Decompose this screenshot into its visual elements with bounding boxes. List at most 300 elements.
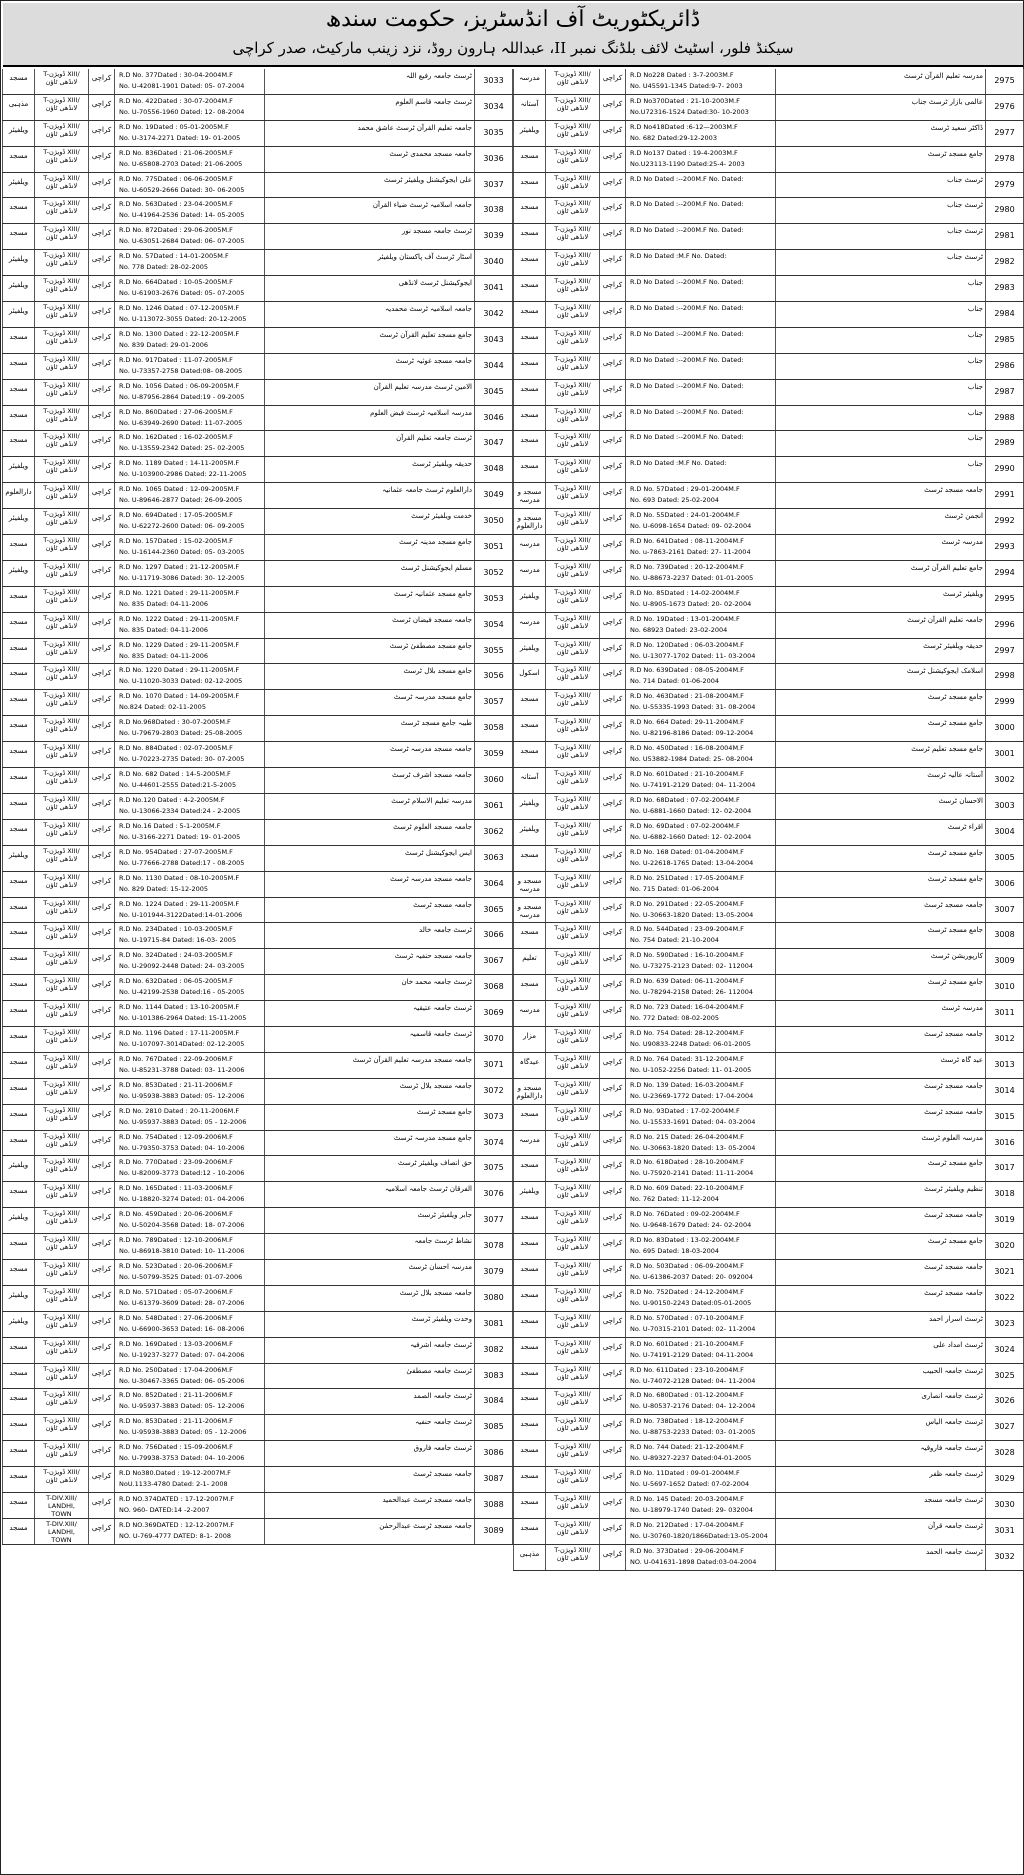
table-row <box>513 1364 1024 1390</box>
row-registration <box>625 1545 775 1570</box>
row-town: T-ڈویژن XIII/ لانڈھی ٹاؤن <box>34 1156 88 1181</box>
row-town: T-ڈویژن XIII/ لانڈھی ٹاؤن <box>545 1389 599 1414</box>
registration-serial: No. U-61903-2676 Dated: 05- 07-2005 <box>119 289 245 298</box>
row-registration <box>114 587 264 612</box>
row-type: ویلفیئر <box>2 1312 34 1337</box>
row-town: T-ڈویژن XIII/ لانڈھی ٹاؤن <box>545 664 599 689</box>
row-town: T-ڈویژن XIII/ لانڈھی ٹاؤن <box>545 898 599 923</box>
row-type: مسجد <box>2 224 34 249</box>
row-serial-number: 3036 <box>474 147 513 172</box>
row-name: ٹرسٹ جناب <box>775 198 985 223</box>
row-type: مدرسہ <box>513 1001 545 1026</box>
row-city: کراچی <box>88 276 114 301</box>
registration-number: R.D No. 590Dated : 16-10-2004M.F <box>630 951 744 960</box>
registration-serial: No. U-11719-3086 Dated: 30- 12-2005 <box>119 573 245 582</box>
registration-number: R.D No. 168 Dated: 01-04-2004M.F <box>630 847 744 856</box>
row-city: کراچی <box>599 1182 625 1207</box>
row-registration <box>625 1364 775 1389</box>
registration-number: R.D No. 1297 Dated : 21-12-2005M.F <box>119 562 240 571</box>
row-town: T-ڈویژن XIII/ لانڈھی ٹاؤن <box>34 250 88 275</box>
registration-serial: No. U-6882-1660 Dated: 12- 02-2004 <box>630 832 752 841</box>
table-row <box>2 406 513 432</box>
row-registration <box>114 639 264 664</box>
registration-number: R.D No. 884Dated : 02-07-2005M.F <box>119 744 233 753</box>
table-row <box>513 328 1024 354</box>
table-row <box>2 535 513 561</box>
registration-serial: No. U-107097-3014Dated: 02-12-2005 <box>119 1039 245 1048</box>
row-serial-number: 3076 <box>474 1182 513 1207</box>
table-row <box>2 690 513 716</box>
table-row <box>513 1079 1024 1105</box>
registration-number: R.D No. 853Dated : 21-11-2006M.F <box>119 1080 233 1089</box>
row-city: کراچی <box>599 1001 625 1026</box>
registration-serial: No. U-95937-3883 Dated: 05 - 12-2006 <box>119 1117 247 1126</box>
registration-number: R.D No. 85Dated : 14-02-2004M.F <box>630 588 740 597</box>
row-city: کراچی <box>599 535 625 560</box>
row-town: T-ڈویژن XIII/ لانڈھی ٹاؤن <box>34 664 88 689</box>
registration-serial: No. U-15533-1691 Dated: 04- 03-2004 <box>630 1117 756 1126</box>
row-city: کراچی <box>599 639 625 664</box>
row-city: کراچی <box>88 613 114 638</box>
row-town: T-ڈویژن XIII/ لانڈھی ٹاؤن <box>34 1208 88 1233</box>
row-registration <box>625 483 775 508</box>
row-registration <box>625 224 775 249</box>
row-registration <box>114 1079 264 1104</box>
table-row <box>2 613 513 639</box>
row-type: مسجد <box>513 224 545 249</box>
table-row <box>513 198 1024 224</box>
registration-serial: No. U-13066-2334 Dated:24 - 2-2005 <box>119 806 241 815</box>
row-registration <box>625 1079 775 1104</box>
row-serial-number: 3074 <box>474 1131 513 1156</box>
row-registration <box>114 820 264 845</box>
row-name: جامع مسجد ٹرسٹ <box>775 690 985 715</box>
row-city: کراچی <box>599 95 625 120</box>
row-city: کراچی <box>599 198 625 223</box>
registration-serial: No. U-18820-3274 Dated: 01- 04-2006 <box>119 1195 245 1204</box>
row-name: مدرسہ تعلیم الاسلام ٹرسٹ <box>264 794 474 819</box>
row-type: مسجد <box>2 664 34 689</box>
table-row <box>513 561 1024 587</box>
table-row <box>513 1131 1024 1157</box>
row-type: مسجد <box>513 173 545 198</box>
row-type: ویلفیئر <box>2 846 34 871</box>
row-town: T-ڈویژن XIII/ لانڈھی ٹاؤن <box>34 406 88 431</box>
table-row <box>2 1131 513 1157</box>
registration-number: R.D No. 1130 Dated : 08-10-2005M.F <box>119 873 240 882</box>
row-type: مدرسہ <box>513 535 545 560</box>
row-city: کراچی <box>88 664 114 689</box>
row-registration <box>625 1208 775 1233</box>
row-type: ویلفیئر <box>2 561 34 586</box>
row-serial-number: 3007 <box>985 898 1024 923</box>
row-registration <box>114 846 264 871</box>
row-serial-number: 3032 <box>985 1545 1024 1570</box>
row-type: مسجد <box>2 1079 34 1104</box>
row-registration <box>625 1286 775 1311</box>
registration-number: R.D No. 836Dated : 21-06-2005M.F <box>119 148 233 157</box>
row-town: T-ڈویژن XIII/ لانڈھی ٹاؤن <box>34 587 88 612</box>
registration-number: R.D No. 1144 Dated : 13-10-2005M.F <box>119 1003 240 1012</box>
row-town: T-ڈویژن XIII/ لانڈھی ٹاؤن <box>34 509 88 534</box>
row-name: ٹرسٹ جناب <box>775 173 985 198</box>
registration-serial: No. U-30760-1820/1866Dated:13-05-2004 <box>630 1531 768 1540</box>
row-town: T-ڈویژن XIII/ لانڈھی ٹاؤن <box>545 1001 599 1026</box>
row-town: T-ڈویژن XIII/ لانڈھی ٹاؤن <box>34 613 88 638</box>
row-name: ٹرسٹ جامعہ خالد <box>264 923 474 948</box>
row-name: جامعہ مسجد ٹرسٹ <box>775 898 985 923</box>
registration-number: R.D No. 459Dated : 20-06-2006M.F <box>119 1210 233 1219</box>
row-city: کراچی <box>599 587 625 612</box>
row-registration <box>625 1493 775 1518</box>
registration-serial: No. U-87956-2864 Dated:19 - 09-2005 <box>119 392 245 401</box>
row-registration <box>114 1441 264 1466</box>
row-serial-number: 2980 <box>985 198 1024 223</box>
row-name: جناب <box>775 354 985 379</box>
row-registration <box>114 1156 264 1181</box>
row-type: مسجد <box>2 794 34 819</box>
table-row <box>2 1519 513 1545</box>
row-name: ٹرسٹ جناب <box>775 250 985 275</box>
row-name: جامع مسجد ٹرسٹ <box>264 1105 474 1130</box>
row-town: T-ڈویژن XIII/ لانڈھی ٹاؤن <box>545 69 599 94</box>
row-city: کراچی <box>88 1053 114 1078</box>
row-town: T-ڈویژن XIII/ لانڈھی ٹاؤن <box>34 198 88 223</box>
registration-serial: No. U-61386-2037 Dated: 20- 092004 <box>630 1272 754 1281</box>
row-city: کراچی <box>599 794 625 819</box>
row-city: کراچی <box>88 1312 114 1337</box>
row-type: ویلفیئر <box>513 1182 545 1207</box>
row-serial-number: 3043 <box>474 328 513 353</box>
row-city: کراچی <box>88 1027 114 1052</box>
row-name: جامعہ مسجد العلوم ٹرسٹ <box>264 820 474 845</box>
table-row <box>2 1053 513 1079</box>
row-name: جامعہ اسلامیہ ٹرسٹ محمدیہ <box>264 302 474 327</box>
row-registration <box>625 354 775 379</box>
row-registration <box>114 95 264 120</box>
row-city: کراچی <box>88 354 114 379</box>
row-type: مسجد <box>513 1208 545 1233</box>
row-name: جامعہ مسجد مدرسہ ٹرسٹ <box>264 742 474 767</box>
registration-serial: No. U-89646-2877 Dated: 26-09-2005 <box>119 496 243 505</box>
table-row <box>513 483 1024 509</box>
row-name: جامع مسجد عثمانیہ ٹرسٹ <box>264 587 474 612</box>
row-type: مسجد <box>2 328 34 353</box>
row-name: ٹرسٹ جامعہ الحبیب <box>775 1364 985 1389</box>
row-serial-number: 3089 <box>474 1519 513 1544</box>
registration-number: R.D No137 Dated : 19-4-2003M.F <box>630 148 738 157</box>
table-row <box>513 949 1024 975</box>
row-registration <box>114 768 264 793</box>
registration-number: R.D No. 917Dated : 11-07-2005M.F <box>119 355 233 364</box>
row-type: مسجد <box>513 147 545 172</box>
registration-serial: No. U-75920-2141 Dated: 11-11-2004 <box>630 1169 754 1178</box>
row-town: T-ڈویژن XIII/ لانڈھی ٹاؤن <box>545 1545 599 1570</box>
row-town: T-ڈویژن XIII/ لانڈھی ٹاؤن <box>545 1105 599 1130</box>
registration-number: R.D No. 57Dated : 29-01-2004M.F <box>630 485 740 494</box>
table-row <box>2 1027 513 1053</box>
registration-number: R.D No370Dated : 21-10-2003M.F <box>630 96 740 105</box>
registration-serial: No. U-19715-84 Dated: 16-03- 2005 <box>119 936 237 945</box>
row-town: T-ڈویژن XIII/ لانڈھی ٹاؤن <box>34 820 88 845</box>
row-registration <box>625 1519 775 1544</box>
row-town: T-ڈویژن XIII/ لانڈھی ٹاؤن <box>545 509 599 534</box>
row-city: کراچی <box>599 1389 625 1414</box>
registration-serial: No. U-44601-2555 Dated:21-5-2005 <box>119 781 237 790</box>
row-city: کراچی <box>88 95 114 120</box>
row-town: T-DIV.XIII/ LANDHI, TOWN <box>34 1493 88 1518</box>
table-row <box>513 1105 1024 1131</box>
row-city: کراچی <box>599 1441 625 1466</box>
registration-serial: No. U-79679-2803 Dated: 25-08-2005 <box>119 729 243 738</box>
row-type: مسجد <box>2 898 34 923</box>
registration-number: R.D No. 641Dated : 08-11-2004M.F <box>630 537 744 546</box>
registration-serial: No. U-85231-3788 Dated: 03- 11-2006 <box>119 1065 245 1074</box>
row-city: کراچی <box>599 121 625 146</box>
registration-number: R.D No. 609 Dated: 22-10-2004M.F <box>630 1184 744 1193</box>
row-type: مسجد <box>2 69 34 94</box>
row-city: کراچی <box>88 1182 114 1207</box>
row-name: جامعہ مسجد اشرف ٹرسٹ <box>264 768 474 793</box>
row-registration <box>114 613 264 638</box>
row-type: مسجد <box>2 1338 34 1363</box>
row-name: مدرسہ اسلامیہ ٹرسٹ فیض العلوم <box>264 406 474 431</box>
registration-serial: NO. 960- DATED:14 -2-2007 <box>119 1505 210 1514</box>
row-serial-number: 3079 <box>474 1260 513 1285</box>
row-registration <box>114 561 264 586</box>
registration-serial: No. U-55335-1993 Dated: 31- 08-2004 <box>630 703 756 712</box>
table-row <box>2 1467 513 1493</box>
row-name: جامع مسجد تعلیم ٹرسٹ <box>775 742 985 767</box>
document-header <box>3 3 1023 67</box>
page-title: ڈائریکٹوریٹ آف انڈسٹریز، حکومت سندھ <box>325 7 701 32</box>
row-name: الفرقان ٹرسٹ جامعہ اسلامیہ <box>264 1182 474 1207</box>
row-town: T-ڈویژن XIII/ لانڈھی ٹاؤن <box>545 1364 599 1389</box>
row-registration <box>625 690 775 715</box>
registration-number: R.D No. 739Dated : 20-12-2004M.F <box>630 562 744 571</box>
row-town: T-ڈویژن XIII/ لانڈھی ٹاؤن <box>545 1182 599 1207</box>
row-registration <box>114 1415 264 1440</box>
registration-number: R.D No Dated :M.F No. Dated: <box>630 459 727 468</box>
row-serial-number: 3069 <box>474 1001 513 1026</box>
table-row <box>513 173 1024 199</box>
row-name: ٹرسٹ جامعہ الیاس <box>775 1415 985 1440</box>
row-registration <box>114 276 264 301</box>
table-row <box>2 1182 513 1208</box>
row-serial-number: 2997 <box>985 639 1024 664</box>
row-serial-number: 3019 <box>985 1208 1024 1233</box>
row-town: T-ڈویژن XIII/ لانڈھی ٹاؤن <box>545 768 599 793</box>
row-town: T-ڈویژن XIII/ لانڈھی ٹاؤن <box>34 147 88 172</box>
row-type: مسجد <box>513 1286 545 1311</box>
row-town: T-ڈویژن XIII/ لانڈھی ٹاؤن <box>34 1234 88 1259</box>
row-registration <box>625 328 775 353</box>
table-row <box>513 1260 1024 1286</box>
row-type: مسجد و دارالعلوم <box>513 509 545 534</box>
row-city: کراچی <box>88 431 114 456</box>
registration-serial: No. 715 Dated: 01-06-2004 <box>630 884 720 893</box>
row-registration <box>114 716 264 741</box>
row-type: مسجد <box>2 872 34 897</box>
row-type: ویلفیئر <box>2 1156 34 1181</box>
row-registration <box>625 276 775 301</box>
row-type: مسجد <box>513 1415 545 1440</box>
row-town: T-ڈویژن XIII/ لانڈھی ٹاؤن <box>545 1079 599 1104</box>
registration-number: R.D No. 83Dated : 13-02-2004M.F <box>630 1236 740 1245</box>
row-city: کراچی <box>88 302 114 327</box>
row-type: مسجد <box>2 380 34 405</box>
row-city: کراچی <box>88 1415 114 1440</box>
row-city: کراچی <box>599 949 625 974</box>
registration-number: R.D No. 860Dated : 27-06-2005M.F <box>119 407 233 416</box>
row-type: مسجد <box>2 1131 34 1156</box>
row-town: T-ڈویژن XIII/ لانڈھی ٹاؤن <box>545 975 599 1000</box>
table-row <box>513 224 1024 250</box>
registration-serial: No. U-50799-3525 Dated: 01-07-2006 <box>119 1272 243 1281</box>
row-type: مسجد <box>2 690 34 715</box>
registration-serial: No. 714 Dated: 01-06-2004 <box>630 677 720 686</box>
row-city: کراچی <box>88 1467 114 1492</box>
row-registration <box>625 431 775 456</box>
row-name: جامعہ مسجد ٹرسٹ <box>775 1286 985 1311</box>
row-type: مسجد <box>2 1182 34 1207</box>
row-registration <box>625 561 775 586</box>
registration-serial: No. 778 Dated: 28-02-2005 <box>119 263 209 272</box>
row-registration <box>625 406 775 431</box>
row-type: ویلفیئر <box>2 1208 34 1233</box>
row-town: T-ڈویژن XIII/ لانڈھی ٹاؤن <box>34 1441 88 1466</box>
registration-number: R.D No. 162Dated : 16-02-2005M.F <box>119 433 233 442</box>
table-row <box>513 664 1024 690</box>
row-name: حق انصاف ویلفیئر ٹرسٹ <box>264 1156 474 1181</box>
row-serial-number: 3026 <box>985 1389 1024 1414</box>
registration-number: R.D No. 145 Dated: 20-03-2004M.F <box>630 1494 744 1503</box>
row-registration <box>114 1208 264 1233</box>
row-serial-number: 3038 <box>474 198 513 223</box>
row-town: T-ڈویژن XIII/ لانڈھی ٹاؤن <box>545 1053 599 1078</box>
row-name: جناب <box>775 431 985 456</box>
row-serial-number: 3084 <box>474 1389 513 1414</box>
row-registration <box>625 1415 775 1440</box>
row-city: کراچی <box>599 509 625 534</box>
row-serial-number: 3066 <box>474 923 513 948</box>
table-row <box>2 1156 513 1182</box>
registration-serial: NO. U-041631-1898 Dated:03-04-2004 <box>630 1557 757 1566</box>
table-row <box>2 1286 513 1312</box>
row-city: کراچی <box>88 949 114 974</box>
row-type: مسجد <box>513 846 545 871</box>
row-serial-number: 3013 <box>985 1053 1024 1078</box>
registration-number: R.D No.16 Dated : 5-1-2005M.F <box>119 821 221 830</box>
row-registration <box>625 95 775 120</box>
row-type: مسجد <box>513 1338 545 1363</box>
row-town: T-ڈویژن XIII/ لانڈھی ٹاؤن <box>545 716 599 741</box>
row-city: کراچی <box>88 872 114 897</box>
table-row <box>513 69 1024 95</box>
row-city: کراچی <box>88 1493 114 1518</box>
row-serial-number: 3016 <box>985 1131 1024 1156</box>
row-city: کراچی <box>599 457 625 482</box>
row-town: T-ڈویژن XIII/ لانڈھی ٹاؤن <box>34 768 88 793</box>
row-name: مدرسہ ٹرسٹ <box>775 1001 985 1026</box>
row-name: جامعہ مسجد ٹرسٹ <box>775 1208 985 1233</box>
registration-number: R.D No. 1229 Dated : 29-11-2005M.F <box>119 640 240 649</box>
table-row <box>2 483 513 509</box>
row-name: مسلم ایجوکیشنل ٹرسٹ <box>264 561 474 586</box>
row-town: T-ڈویژن XIII/ لانڈھی ٹاؤن <box>34 846 88 871</box>
registration-number: R.D No. 165Dated : 11-03-2006M.F <box>119 1184 233 1193</box>
row-serial-number: 3072 <box>474 1079 513 1104</box>
registration-serial: NoU.1133-4780 Dated: 2-1- 2008 <box>119 1480 228 1489</box>
row-serial-number: 3020 <box>985 1234 1024 1259</box>
row-city: کراچی <box>88 173 114 198</box>
registry-table-right <box>513 69 1024 1571</box>
registration-number: R.D No.968Dated : 30-07-2005M.F <box>119 718 231 727</box>
row-city: کراچی <box>88 639 114 664</box>
row-serial-number: 3054 <box>474 613 513 638</box>
row-city: کراچی <box>88 198 114 223</box>
table-row <box>2 224 513 250</box>
row-registration <box>625 1001 775 1026</box>
row-town: T-ڈویژن XIII/ لانڈھی ٹاؤن <box>545 354 599 379</box>
row-type: مسجد <box>2 406 34 431</box>
row-type: مسجد <box>2 1415 34 1440</box>
registration-serial: No. U-79350-3753 Dated: 04- 10-2006 <box>119 1143 245 1152</box>
row-serial-number: 3056 <box>474 664 513 689</box>
row-serial-number: 2993 <box>985 535 1024 560</box>
row-city: کراچی <box>599 768 625 793</box>
registration-number: R.D No. 523Dated : 20-06-2006M.F <box>119 1261 233 1270</box>
table-row <box>2 846 513 872</box>
row-registration <box>114 509 264 534</box>
row-name: جامعہ تعلیم القرآن ٹرسٹ <box>775 613 985 638</box>
row-name: اسٹار ٹرسٹ آف پاکستان ویلفیئر <box>264 250 474 275</box>
table-row <box>513 923 1024 949</box>
registration-serial: No. 693 Dated: 25-02-2004 <box>630 496 720 505</box>
registration-serial: No. U-101944-3122Dated:14-01-2006 <box>119 910 243 919</box>
row-town: T-ڈویژن XIII/ لانڈھی ٹاؤن <box>34 173 88 198</box>
row-registration <box>625 664 775 689</box>
registration-number: R.D No. 764 Dated: 31-12-2004M.F <box>630 1054 744 1063</box>
row-city: کراچی <box>599 1027 625 1052</box>
registration-number: R.D No. 680Dated : 01-12-2004M.F <box>630 1391 744 1400</box>
registration-number: R.D No. 1224 Dated : 29-11-2005M.F <box>119 899 240 908</box>
row-name: جامعہ مسجد ٹرسٹ <box>264 898 474 923</box>
registration-number: R.D No. 57Dated : 14-01-2005M.F <box>119 252 229 261</box>
row-serial-number: 3059 <box>474 742 513 767</box>
table-row <box>513 1208 1024 1234</box>
row-name: انجمن ٹرسٹ <box>775 509 985 534</box>
row-town: T-ڈویژن XIII/ لانڈھی ٹاؤن <box>545 1493 599 1518</box>
registration-number: R.D No. 120Dated : 06-03-2004M.F <box>630 640 744 649</box>
row-town: T-ڈویژن XIII/ لانڈھی ٹاؤن <box>34 224 88 249</box>
registration-serial: No. U-88753-2233 Dated: 03- 01-2005 <box>630 1428 756 1437</box>
row-city: کراچی <box>599 406 625 431</box>
row-registration <box>114 1312 264 1337</box>
registration-number: R.D No. 632Dated : 06-05-2005M.F <box>119 977 233 986</box>
table-row <box>513 509 1024 535</box>
registration-number: R.D No. 76Dated : 09-02-2004M.F <box>630 1210 740 1219</box>
registration-number: R.D No.120 Dated : 4-2-2005M.F <box>119 795 225 804</box>
row-serial-number: 3011 <box>985 1001 1024 1026</box>
registration-serial: No. U-86918-3810 Dated: 10- 11-2006 <box>119 1247 245 1256</box>
row-name: جناب <box>775 457 985 482</box>
registration-number: R.D No. 752Dated : 24-12-2004M.F <box>630 1287 744 1296</box>
row-name: جامع مسجد مدینہ ٹرسٹ <box>264 535 474 560</box>
registration-number: R.D No. 2810 Dated : 20-11-2006M.F <box>119 1106 240 1115</box>
row-serial-number: 3061 <box>474 794 513 819</box>
row-type: مسجد <box>513 690 545 715</box>
